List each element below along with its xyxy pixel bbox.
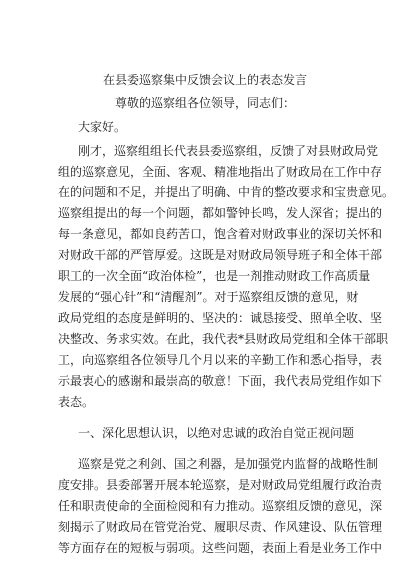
paragraph-line: 决整改、务求实效。在此，我代表*县财政局党组和全体干部职	[58, 332, 389, 346]
paragraph-line: 表态。	[58, 395, 95, 409]
paragraph-line: 巡察是党之利剑、国之利器，是加强党内监督的战略性制	[78, 457, 379, 471]
paragraph-line: 每一条意见，都如良药苦口，饱含着对财政事业的深切关怀和	[58, 227, 383, 241]
salutation: 尊敬的巡察组各位领导，同志们：	[114, 96, 295, 110]
paragraph-line: 任和职责使命的全面检阅和有力推动。巡察组反馈的意见，深	[58, 499, 383, 513]
paragraph-line: 对财政干部的严管厚爱。这既是对财政局领导班子和全体干部	[58, 248, 383, 262]
paragraph-line: 等方面存在的短板与弱项。这些问题，表面上看是业务工作中	[58, 541, 383, 555]
section-heading: 一、深化思想认识，以绝对忠诚的政治自觉正视问题	[78, 426, 355, 440]
paragraph-line: 发展的“强心针”和“清醒剂”。对于巡察组反馈的意见，财	[58, 290, 359, 304]
paragraph-line: 在的问题和不足，并提出了明确、中肯的整改要求和宝贵意见。	[58, 185, 395, 199]
paragraph-line: 示最衷心的感谢和最崇高的敬意！下面，我代表局党组作如下	[58, 374, 383, 388]
paragraph-line: 政局党组的态度是鲜明的、坚决的：诚恳接受、照单全收、坚	[58, 311, 383, 325]
document-title: 在县委巡察集中反馈会议上的表态发言	[102, 73, 307, 87]
greeting: 大家好。	[78, 120, 127, 134]
paragraph-line: 工，向巡察组各位领导几个月以来的辛勤工作和悉心指导，表	[58, 353, 383, 367]
paragraph-line: 职工的一次全面“政治体检”，也是一剂推动财政工作高质量	[58, 269, 371, 283]
paragraph-line: 组的巡察意见，全面、客观、精准地指出了财政局在工作中存	[58, 165, 383, 179]
paragraph-line: 巡察组提出的每一个问题，都如警钟长鸣，发人深省；提出的	[58, 206, 383, 220]
paragraph-line: 刚才，巡察组组长代表县委巡察组，反馈了对县财政局党	[78, 144, 379, 158]
paragraph-line: 刻揭示了财政局在管党治党、履职尽责、作风建设、队伍管理	[58, 520, 383, 534]
paragraph-line: 度安排。县委部署开展本轮巡察，是对财政局党组履行政治责	[58, 478, 383, 492]
